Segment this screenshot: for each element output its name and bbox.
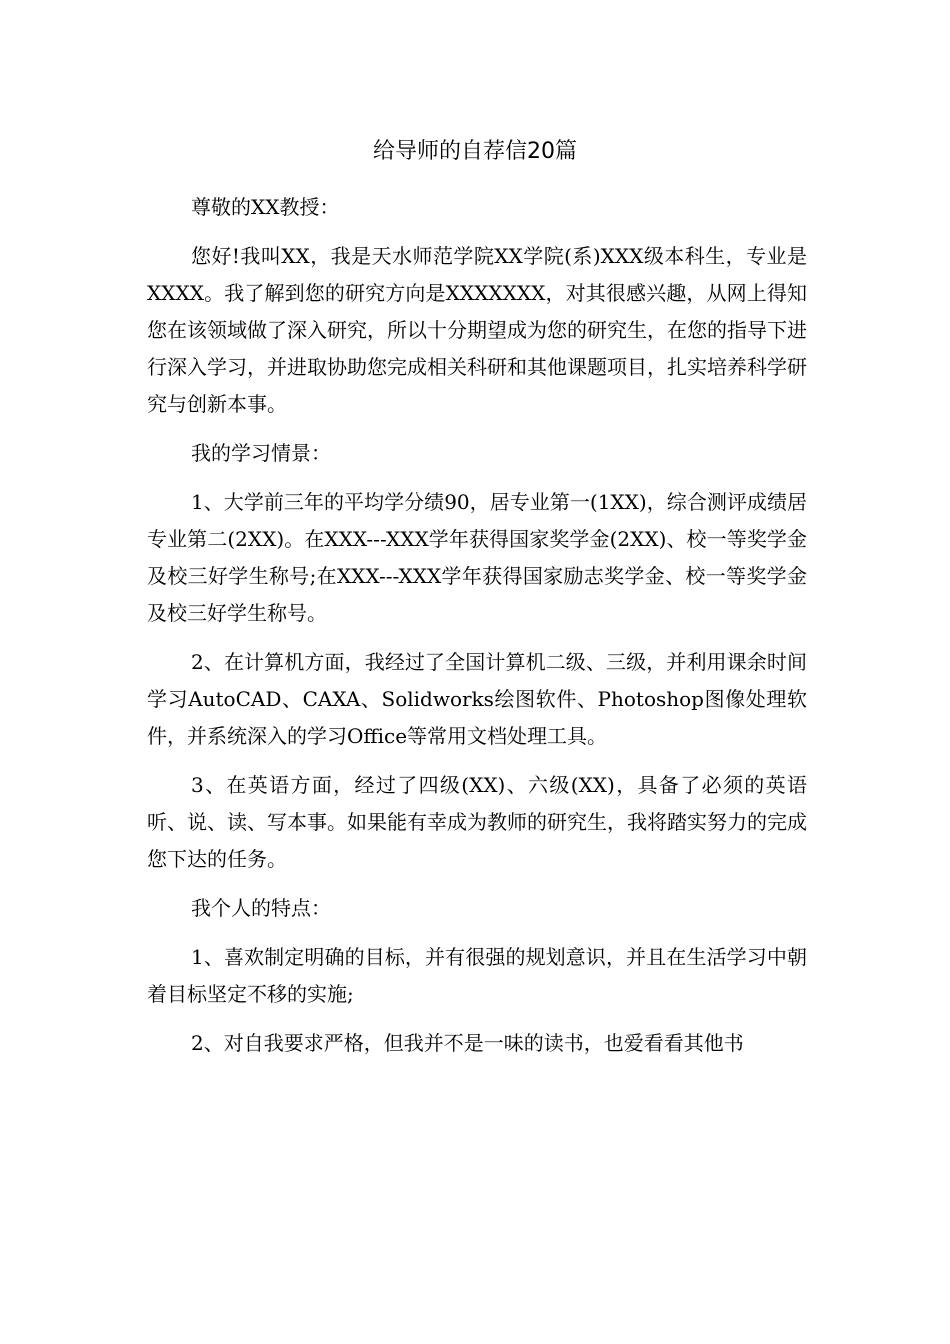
document-body xyxy=(147,183,807,1068)
trait-item-1: 1、喜欢制定明确的目标，并有很强的规划意识，并且在生活学习中朝着目标坚定不移的实施; xyxy=(147,945,807,1006)
study-heading: 我的学习情景： xyxy=(191,441,331,465)
study-item-3: 3、在英语方面，经过了四级(XX)、六级(XX)，具备了必须的英语听、说、读、写本事。如果能有幸成为教师的研究生，我将踏实努力的完成您下达的任务。 xyxy=(147,773,807,871)
document-title: 给导师的自荐信20篇 xyxy=(373,139,577,164)
trait-item-2: 2、对自我要求严格，但我并不是一味的读书，也爱看看其他书 xyxy=(191,1031,744,1055)
salutation: 尊敬的XX教授： xyxy=(191,195,340,219)
study-item-2: 2、在计算机方面，我经过了全国计算机二级、三级，并利用课余时间学习AutoCAD、CAXA、Solidworks绘图软件、Photoshop图像处理软件，并系统深入的学习Office等常用文档处理工具。 xyxy=(147,650,807,748)
study-item-1: 1、大学前三年的平均学分绩90，居专业第一(1XX)，综合测评成绩居专业第二(2XX)。在XXX---XXX学年获得国家奖学金(2XX)、校一等奖学金及校三好学生称号;在XXX---XXX学年获得国家励志奖学金、校一等奖学金及校三好学生称号。 xyxy=(147,490,807,625)
traits-heading: 我个人的特点： xyxy=(191,896,331,920)
intro-paragraph: 您好!我叫XX，我是天水师范学院XX学院(系)XXX级本科生，专业是XXXX。我了解到您的研究方向是XXXXXXX，对其很感兴趣，从网上得知您在该领域做了深入研究，所以十分期望成为您的研究生，在您的指导下进行深入学习，并进取协助您完成相关科研和其他课题项目，扎实培养科学研究与创新本事。 xyxy=(147,244,807,416)
